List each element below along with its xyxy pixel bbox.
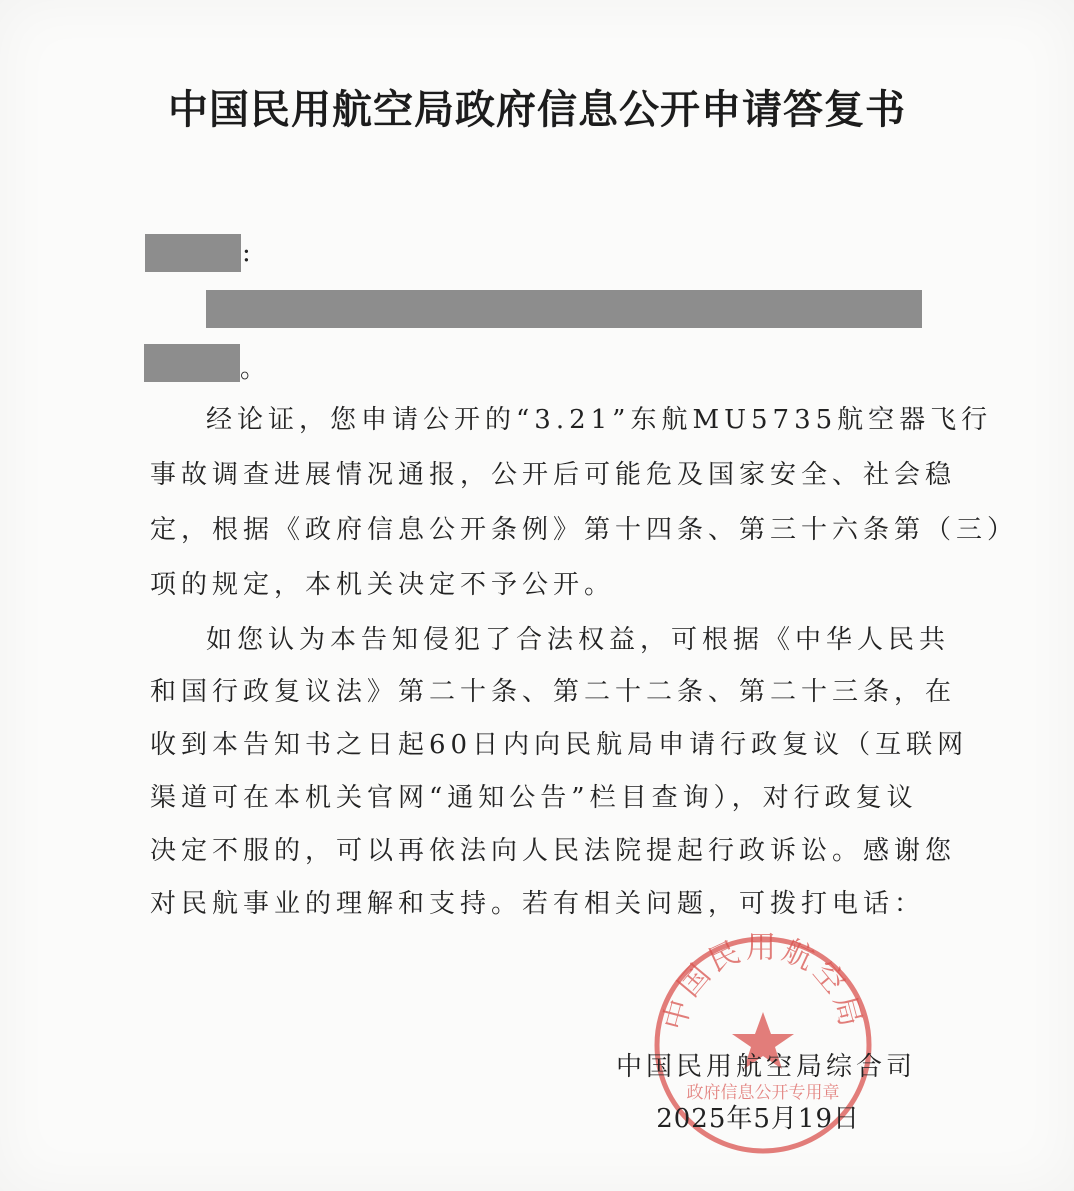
paragraph2-line: 对民航事业的理解和支持。若有相关问题，可拨打电话： — [150, 889, 926, 919]
paragraph2-line: 如您认为本告知侵犯了合法权益，可根据《中华人民共 — [206, 625, 951, 655]
redacted-recipient-name — [145, 234, 241, 272]
signature-date: 2025年5月19日 — [656, 1104, 860, 1134]
signature-organization: 中国民用航空局综合司 — [615, 1052, 916, 1082]
paragraph1-line: 项的规定，本机关决定不予公开。 — [150, 570, 616, 600]
document-title: 中国民用航空局政府信息公开申请答复书 — [168, 87, 906, 133]
redacted-request-line — [206, 290, 922, 328]
paragraph1-line: 经论证，您申请公开的“3.21”东航MU5735航空器飞行 — [206, 405, 993, 435]
paragraph2-line: 收到本告知书之日起60日内向民航局申请行政复议（互联网 — [150, 730, 969, 760]
paragraph1-line: 事故调查进展情况通报，公开后可能危及国家安全、社会稳 — [150, 460, 957, 490]
seal-outer-text: 中国民用航空局 — [657, 930, 869, 1034]
salutation-colon: : — [242, 238, 251, 268]
intro-period: 。 — [240, 354, 267, 384]
redacted-request-line-end — [144, 344, 240, 382]
paragraph1-line: 定，根据《政府信息公开条例》第十四条、第三十六条第（三） — [150, 515, 1019, 545]
seal-inner-text: 政府信息公开专用章 — [686, 1083, 840, 1103]
paragraph2-line: 决定不服的，可以再依法向人民法院提起行政诉讼。感谢您 — [150, 836, 957, 866]
paragraph2-line: 和国行政复议法》第二十条、第二十二条、第二十三条，在 — [150, 677, 957, 707]
paragraph2-line: 渠道可在本机关官网“通知公告”栏目查询），对行政复议 — [150, 783, 918, 813]
